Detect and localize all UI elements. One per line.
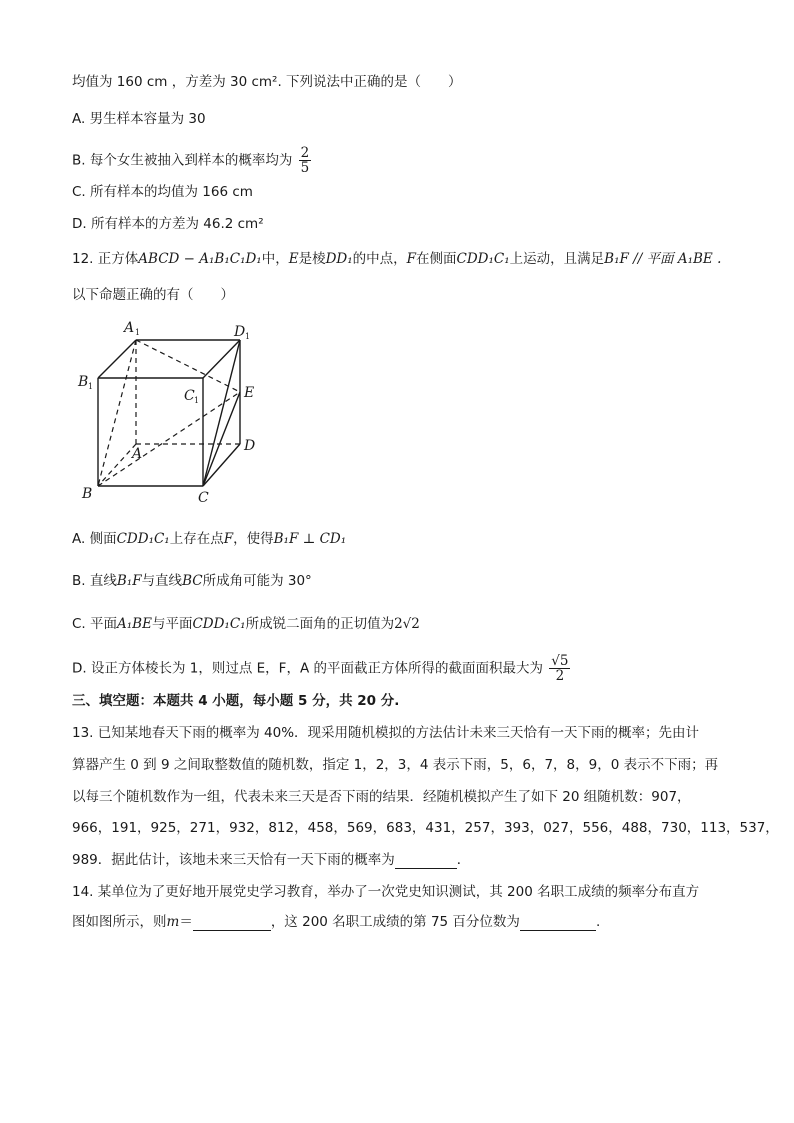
q12-text: 上运动，且满足 [509, 251, 605, 267]
q12-option-c [72, 615, 420, 633]
q11-stem: 均值为 160 cm ，方差为 30 cm². 下列说法中正确的是（ ） [72, 74, 462, 90]
q11-option-a: A. 男生样本容量为 30 [72, 111, 206, 127]
q12-text: 是棱 [298, 251, 326, 267]
label-d1: D [234, 324, 246, 340]
variable-m: m [166, 914, 180, 930]
q14-line2 [72, 913, 600, 931]
q12-option-a [72, 530, 346, 548]
answer-blank-m[interactable] [193, 916, 271, 931]
point-f: F [406, 251, 417, 267]
face-cdd1c1: CDD₁C₁ [116, 531, 170, 547]
condition-b1f: B₁F // 平面 A₁BE . [604, 251, 722, 267]
perpendicular-relation: B₁F ⊥ CD₁ [273, 531, 347, 547]
q12-option-b-text: 所成角可能为 30° [202, 573, 312, 589]
label-sub: 1 [194, 396, 200, 405]
line-bc: BC [182, 573, 203, 589]
q11-option-d: D. 所有样本的方差为 46.2 cm² [72, 216, 264, 232]
q12-option-c-text: 与平面 [151, 616, 193, 632]
line-b1f: B₁F [116, 573, 142, 589]
label-e: E [244, 385, 255, 401]
q12-text: 的中点， [352, 251, 407, 267]
label-c: C [198, 490, 209, 506]
fraction-numerator: √5 [551, 653, 569, 669]
q13-line3: 以每三个随机数作为一组，代表未来三天是否下雨的结果．经随机模拟产生了如下 20 组随机数：907， [72, 789, 691, 805]
plane-a1be: A₁BE [117, 616, 152, 632]
q12-text: 在侧面 [416, 251, 457, 267]
fraction-denominator: 5 [300, 160, 310, 176]
q13-line2: 算器产生 0 到 9 之间取整数值的随机数，指定 1，2，3，4 表示下雨，5，6，7，8，9，0 表示不下雨；再 [72, 757, 719, 773]
label-b1: B [78, 374, 89, 390]
q12-text: 中， [261, 251, 289, 267]
q12-option-b [72, 572, 312, 590]
q13-line5-text: 989．据此估计，该地未来三天恰有一天下雨的概率为 [72, 852, 395, 868]
q12-option-a-text: 上存在点 [169, 531, 224, 547]
edge-d1-c1 [203, 340, 240, 378]
q12-option-a-text: ，使得 [233, 531, 274, 547]
q12-text: 正方体 [97, 251, 139, 267]
segment-b-e [98, 392, 240, 486]
answer-blank[interactable] [395, 854, 457, 869]
point-f: F [223, 531, 234, 547]
cube-figure [72, 316, 272, 508]
fraction-sqrt5-2 [549, 654, 570, 683]
cube-name: ABCD − A₁B₁C₁D₁ [138, 251, 262, 267]
answer-blank-percentile[interactable] [520, 916, 596, 931]
q13-line1: 13. 已知某地春天下雨的概率为 40%．现采用随机模拟的方法估计未来三天恰有一天下雨的概率；先由计 [72, 725, 700, 741]
q14-line2-text: 图如图所示，则 [72, 914, 167, 930]
plane-cdd1c1: CDD₁C₁ [192, 616, 246, 632]
q11-option-b [72, 146, 311, 175]
tangent-value: 2√2 [394, 616, 420, 632]
label-b: B [82, 486, 93, 502]
q11-option-b-text: B. 每个女生被抽入到样本的概率均为 [72, 152, 293, 169]
q12-number: 12. [72, 251, 94, 267]
edge-dd1: DD₁ [325, 251, 353, 267]
q12-option-c-text: C. 平面 [72, 616, 118, 632]
edge-a1-b1 [98, 340, 136, 378]
point-e: E [288, 251, 299, 267]
label-a: A [132, 446, 143, 462]
q11-option-c: C. 所有样本的均值为 166 cm [72, 184, 253, 200]
equals-sign: ＝ [179, 914, 193, 930]
segment-c-e [203, 392, 240, 486]
label-sub: 1 [88, 382, 94, 391]
section-3-heading: 三、填空题：本题共 4 小题，每小题 5 分，共 20 分. [72, 693, 400, 709]
segment-a1-e [136, 340, 240, 392]
label-a1: A [124, 320, 135, 336]
q12-option-d [72, 654, 570, 683]
label-c1: C [184, 388, 195, 404]
q13-line4: 966，191，925，271，932，812，458，569，683，431，257，393，027，556，488，730，113，537， [72, 820, 779, 836]
q12-stem-line2: 以下命题正确的有（ ） [72, 287, 234, 303]
q12-stem-line1 [72, 250, 721, 268]
q13-line5-end: ． [456, 852, 471, 868]
face-cdd1c1: CDD₁C₁ [456, 251, 510, 267]
label-d: D [244, 438, 256, 454]
label-sub: 1 [245, 332, 251, 341]
fraction-2-5 [299, 146, 312, 175]
q12-option-d-text: D. 设正方体棱长为 1，则过点 E，F，A 的平面截正方体所得的截面面积最大为 [72, 660, 543, 677]
q12-option-a-text: A. 侧面 [72, 531, 117, 547]
q14-line2-end: . [595, 914, 601, 930]
q12-option-b-text: B. 直线 [72, 573, 117, 589]
fraction-denominator: 2 [555, 668, 565, 684]
q12-option-b-text: 与直线 [141, 573, 183, 589]
label-sub: 1 [135, 328, 141, 337]
q12-option-c-text: 所成锐二面角的正切值为 [245, 616, 395, 632]
fraction-numerator: 2 [300, 145, 310, 161]
q14-line1: 14. 某单位为了更好地开展党史学习教育，举办了一次党史知识测试，其 200 名职工成绩的频率分布直方 [72, 884, 700, 900]
q14-line2-text: ，这 200 名职工成绩的第 75 百分位数为 [270, 914, 520, 930]
q13-line5 [72, 851, 470, 869]
